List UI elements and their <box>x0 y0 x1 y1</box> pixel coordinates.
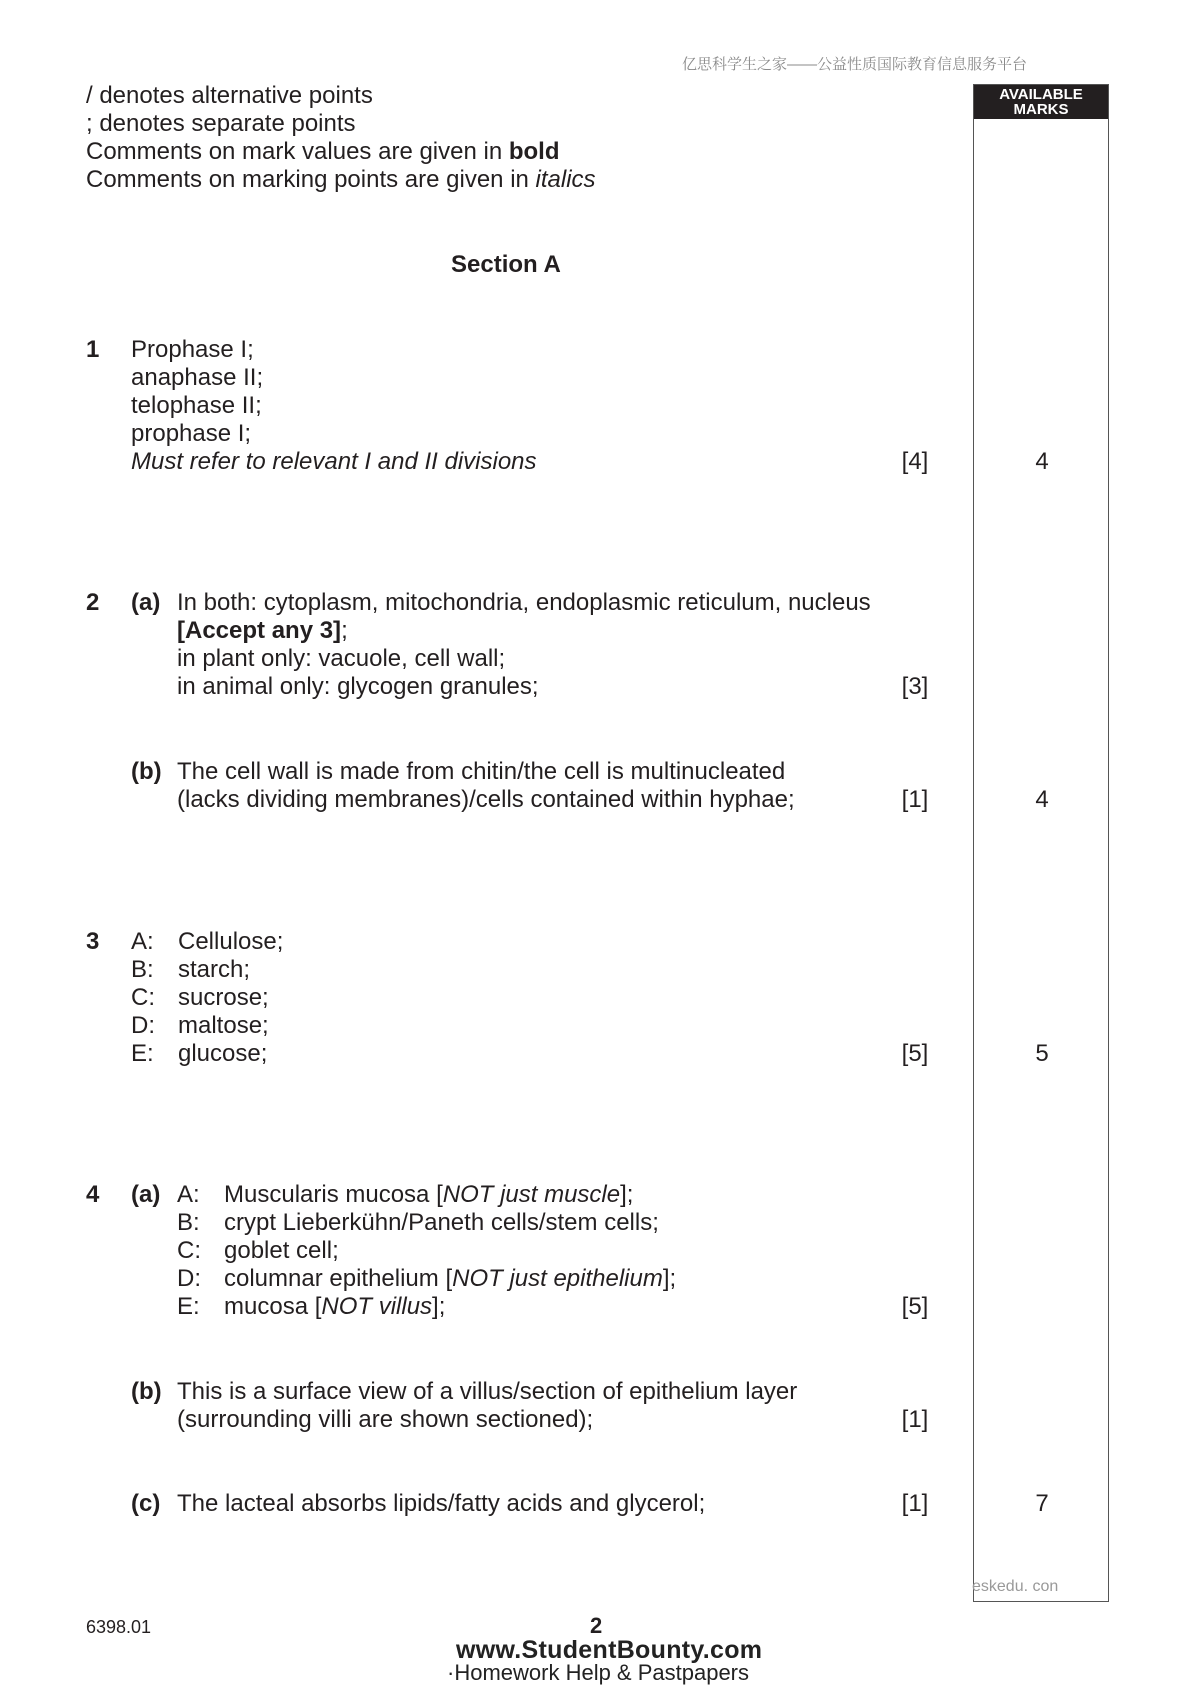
q2a-line: in animal only: glycogen granules; <box>177 673 539 700</box>
q4b-line: This is a surface view of a villus/section of epithelium layer <box>177 1378 798 1405</box>
q2b-label: (b) <box>131 758 162 785</box>
q4a-letter: C: <box>177 1237 201 1264</box>
q3-letter: C: <box>131 984 155 1011</box>
q1-note: Must refer to relevant I and II divisions <box>131 448 537 475</box>
q4a-item: columnar epithelium [NOT just epithelium]; <box>224 1265 677 1292</box>
q4c-mark: [1] <box>901 1490 929 1517</box>
q4a-item: Muscularis mucosa [NOT just muscle]; <box>224 1181 634 1208</box>
q1-mark: [4] <box>901 448 929 475</box>
q1-line: prophase I; <box>131 420 252 447</box>
q3-letter: B: <box>131 956 154 983</box>
q4a-item: mucosa [NOT villus]; <box>224 1293 446 1320</box>
q4a-letter: D: <box>177 1265 201 1292</box>
q3-item: starch; <box>178 956 251 983</box>
q3-mark: [5] <box>901 1040 929 1067</box>
q3-item: glucose; <box>178 1040 268 1067</box>
q4a-label: (a) <box>131 1181 161 1208</box>
section-title: Section A <box>451 251 561 278</box>
q2a-mark: [3] <box>901 673 929 700</box>
q2b-line: (lacks dividing membranes)/cells contained within hyphae; <box>177 786 795 813</box>
q3-letter: E: <box>131 1040 154 1067</box>
q2-available: 4 <box>1035 786 1049 813</box>
q3-item: Cellulose; <box>178 928 284 955</box>
available-marks-column <box>973 84 1109 1602</box>
q4c-line: The lacteal absorbs lipids/fatty acids and glycerol; <box>177 1490 706 1517</box>
q3-available: 5 <box>1035 1040 1049 1067</box>
q2b-mark: [1] <box>901 786 929 813</box>
q2a-line: in plant only: vacuole, cell wall; <box>177 645 506 672</box>
q4-number: 4 <box>86 1181 100 1208</box>
q2a-label: (a) <box>131 589 161 616</box>
studentbounty-site: www.StudentBounty.com <box>456 1636 763 1664</box>
q3-letter: A: <box>131 928 154 955</box>
q4-available: 7 <box>1035 1490 1049 1517</box>
q1-number: 1 <box>86 336 100 363</box>
q4a-item: goblet cell; <box>224 1237 339 1264</box>
note-italics: Comments on marking points are given in italics <box>86 166 596 193</box>
q1-line: anaphase II; <box>131 364 264 391</box>
paper-code: 6398.01 <box>86 1617 152 1637</box>
note-alternative: / denotes alternative points <box>86 82 373 109</box>
page-number: 2 <box>590 1613 603 1638</box>
q4b-label: (b) <box>131 1378 162 1405</box>
q4a-letter: A: <box>177 1181 200 1208</box>
q1-available: 4 <box>1035 448 1049 475</box>
q4a-letter: E: <box>177 1293 200 1320</box>
studentbounty-tagline: ·Homework Help & Pastpapers <box>447 1660 750 1685</box>
q3-item: sucrose; <box>178 984 269 1011</box>
q4c-label: (c) <box>131 1490 161 1517</box>
q2-number: 2 <box>86 589 100 616</box>
q4a-item: crypt Lieberkühn/Paneth cells/stem cells; <box>224 1209 659 1236</box>
q2b-line: The cell wall is made from chitin/the cell is multinucleated <box>177 758 786 785</box>
q3-number: 3 <box>86 928 100 955</box>
q1-line: telophase II; <box>131 392 262 419</box>
q4a-mark: [5] <box>901 1293 929 1320</box>
header-watermark: 亿思科学生之家——公益性质国际教育信息服务平台 <box>682 56 1028 73</box>
available-marks-header: AVAILABLE MARKS <box>974 85 1108 119</box>
q3-item: maltose; <box>178 1012 269 1039</box>
q1-line: Prophase I; <box>131 336 254 363</box>
q4a-letter: B: <box>177 1209 200 1236</box>
q2a-line: [Accept any 3]; <box>177 617 348 644</box>
q4b-line: (surrounding villi are shown sectioned); <box>177 1406 594 1433</box>
note-bold: Comments on mark values are given in bold <box>86 138 560 165</box>
q4b-mark: [1] <box>901 1406 929 1433</box>
eskedu-watermark: eskedu. con <box>972 1578 1059 1595</box>
q3-letter: D: <box>131 1012 155 1039</box>
note-separate: ; denotes separate points <box>86 110 356 137</box>
q2a-line: In both: cytoplasm, mitochondria, endoplasmic reticulum, nucleus <box>177 589 871 616</box>
